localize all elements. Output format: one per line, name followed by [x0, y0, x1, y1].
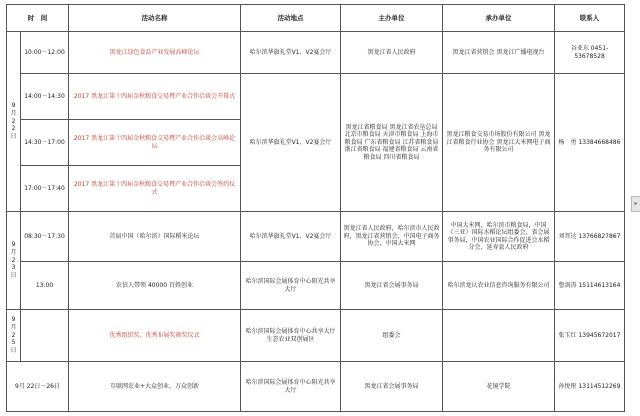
host-cell: 黑龙江省会展事务局: [341, 362, 443, 412]
date-sep-22: 9月22日: [7, 32, 21, 212]
contact-cell: 谷亚东 0451-53678528: [555, 32, 625, 74]
activity-cell: 首届中国（哈尔滨）国际稻米论坛: [69, 212, 241, 262]
host-cell: 黑龙江省人民政府: [341, 32, 443, 74]
header-row: [7, 5, 625, 32]
contact-cell: 张玉红 13945672017: [555, 310, 625, 362]
contact-cell: 杨 勇 13384668486: [555, 74, 625, 212]
table-row: [7, 212, 625, 262]
activity-cell: 2017 黑龙江第十四届金秋粮食交易暨产业合作洽谈会签约仪式: [69, 166, 241, 212]
table-row: [7, 362, 625, 412]
table-row: [7, 32, 625, 74]
venue-cell: 哈尔滨国际会展体育中心阳光共享大厅: [241, 362, 341, 412]
activity-cell: 农信人带领 40000 百姓创业: [69, 262, 241, 310]
date-sep-23: 9月23日: [7, 212, 21, 310]
time-cell: [21, 310, 69, 362]
activity-cell: 互联网农业+大众创业、万众创新: [69, 362, 241, 412]
side-scroll-tab[interactable]: ▸: [631, 196, 640, 212]
organizer-cell: 黑龙江省营销会 黑龙江广播电视台: [443, 32, 555, 74]
contact-cell: 鲁剑涛 15114613164: [555, 262, 625, 310]
header-organizer: 承办单位: [443, 5, 555, 32]
header-venue: 活动地点: [241, 5, 341, 32]
venue-cell: 哈尔滨华旗礼堂V1、V2宴会厅: [241, 74, 341, 212]
time-cell: 10:00－12:00: [21, 32, 69, 74]
header-host: 主办单位: [341, 5, 443, 32]
time-cell: 08:30－17:30: [21, 212, 69, 262]
header-time: 时 间: [7, 5, 69, 32]
venue-cell: 哈尔滨华旗礼堂V1、V2宴会厅: [241, 212, 341, 262]
activity-cell: 2017 黑龙江第十四届金秋粮食交易暨产业合作洽谈会开幕式: [69, 74, 241, 120]
organizer-cell: 花镜学院: [443, 362, 555, 412]
activity-cell: 黑龙江绿色食品产业发展高峰论坛: [69, 32, 241, 74]
time-cell: 13:00: [21, 262, 69, 310]
venue-cell: 哈尔滨华旗礼堂V1、V2宴会厅: [241, 32, 341, 74]
venue-cell: 哈尔滨国际会展体育中心阳光共享大厅: [241, 262, 341, 310]
date-sep-25: 9月25日: [7, 310, 21, 362]
host-cell: 黑龙江省粮食局 黑龙江省农垦总局 北京市粮食局 天津市粮食局 上海市粮食局 广东省粮食局 江苏省粮食局 浙江省粮食局 福建省粮食局 云南省粮食局 四川省粮食局: [341, 74, 443, 212]
organizer-cell: [443, 310, 555, 362]
venue-cell: 哈尔滨国际会展体育中心共享大厅生态农业双创展区: [241, 310, 341, 362]
time-cell: 14:00－14:30: [21, 74, 69, 120]
host-cell: 黑龙江省会展事务局: [341, 262, 443, 310]
contact-cell: 刘晋达 13766827867: [555, 212, 625, 262]
table-row: [7, 262, 625, 310]
host-cell: 组委会: [341, 310, 443, 362]
activity-schedule-table: [6, 4, 625, 412]
header-activity: 活动名称: [69, 5, 241, 32]
activity-cell: 2017 黑龙江第十四届金秋粮食交易暨产业合作洽谈会高峰论坛: [69, 120, 241, 166]
organizer-cell: 哈尔滨龙认农业信息咨询服务有限公司: [443, 262, 555, 310]
time-cell: 14:30－17:00: [21, 120, 69, 166]
time-cell: 17:00－17:40: [21, 166, 69, 212]
organizer-cell: 中国大米网，哈尔滨市粮食局，中国（三亚）国际水稻论坛组委会，省会展事务局，中国农业国际合作促进会水稻分会，延寿县人民政府: [443, 212, 555, 262]
table-row: [7, 74, 625, 120]
time-cell: 9月 22日－26日: [7, 362, 69, 412]
activity-cell: 优秀组织奖、优秀布展奖颁奖仪式: [69, 310, 241, 362]
organizer-cell: 黑龙江粮食交易市场股份有限公司 黑龙江省粮食行业协会 黑龙江大米网电子商务有限公司: [443, 74, 555, 212]
header-contact: 联系人: [555, 5, 625, 32]
table-row: [7, 310, 625, 362]
host-cell: 黑龙江省人民政府，哈尔滨市人民政府，黑龙江省营销会，中国电子商务协会，中国大米网: [341, 212, 443, 262]
contact-cell: 孙悦彤 13114512269: [555, 362, 625, 412]
